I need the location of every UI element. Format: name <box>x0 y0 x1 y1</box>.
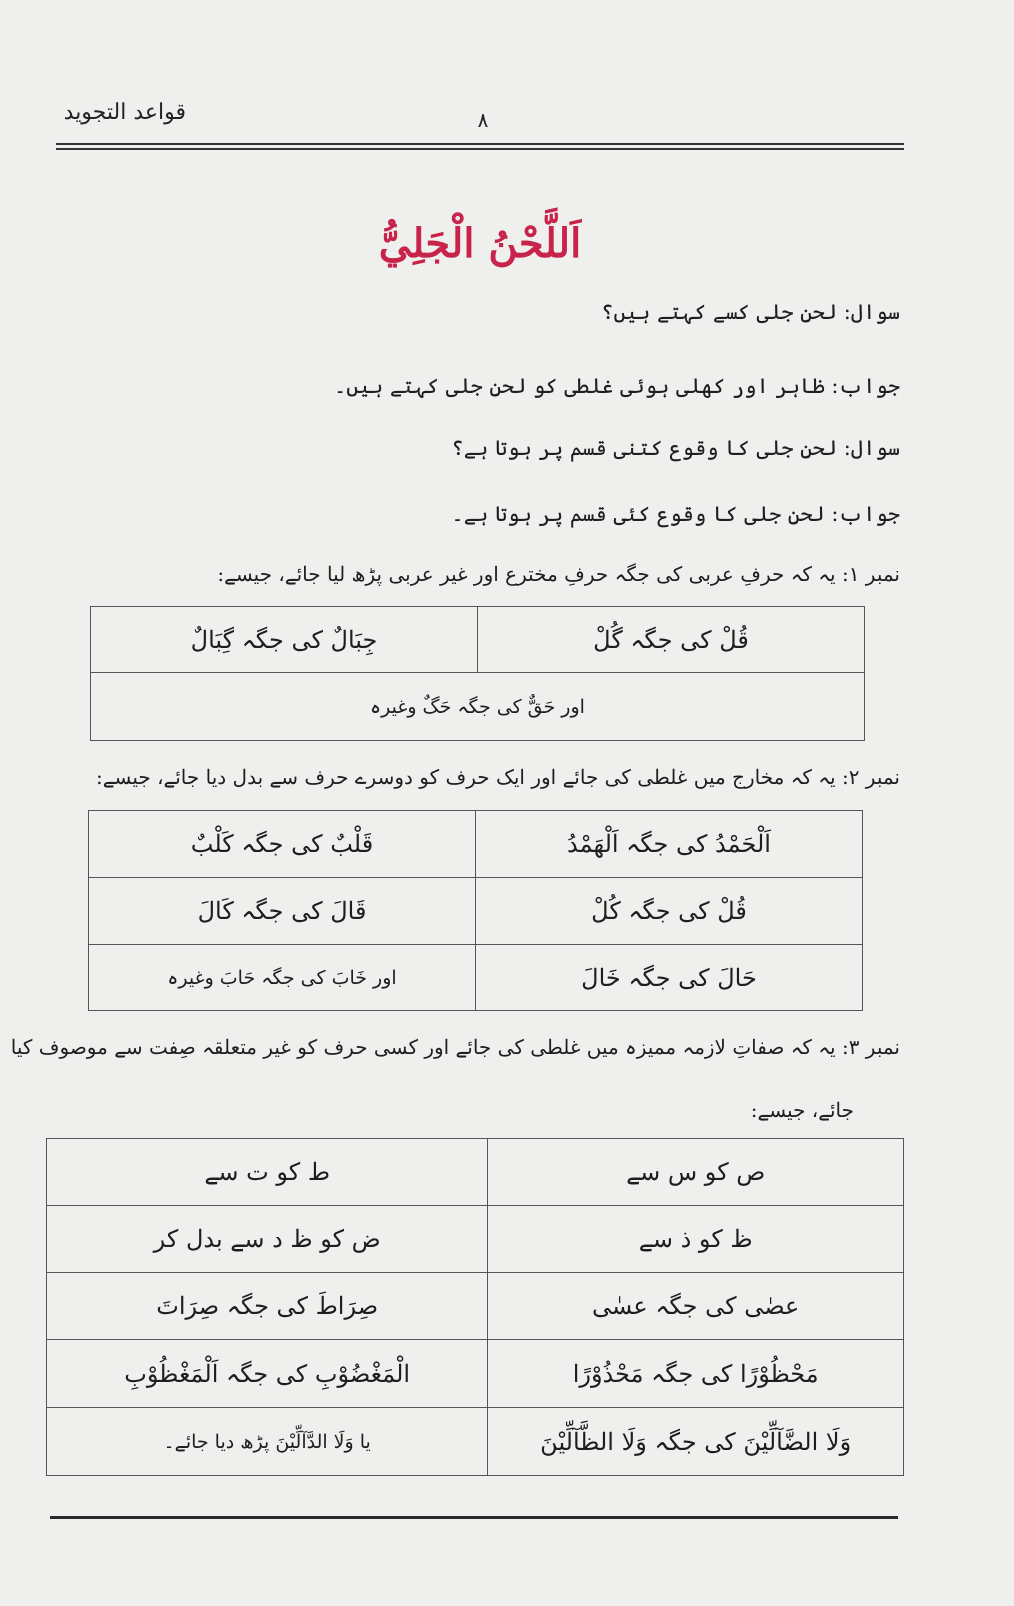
table-cell: الْمَغْضُوْبِ کی جگہ اَلْمَغْظُوْبِ <box>47 1340 488 1408</box>
table-cell: ض کو ظ د سے بدل کر <box>47 1206 488 1273</box>
footer-rule <box>50 1516 898 1519</box>
table-cell: قُلْ کی جگہ گُلْ <box>478 607 865 673</box>
section-3-intro-line-2: جائے، جیسے: <box>750 1098 854 1122</box>
table-row <box>91 607 865 673</box>
table-cell: صِرَاطَ کی جگہ صِرَاتَ <box>47 1273 488 1340</box>
table-cell: قَالَ کی جگہ کَالَ <box>89 878 476 945</box>
page-number: ۸ <box>477 108 489 132</box>
table-cell: قَلْبٌ کی جگہ کَلْبٌ <box>89 811 476 878</box>
section-1-table <box>90 606 865 741</box>
running-header-title: قواعد التجوید <box>63 100 186 125</box>
table-cell: حَالَ کی جگہ خَالَ <box>476 945 863 1011</box>
table-cell: یا وَلَا الدَّآلِّيْنَ پڑھ دیا جائے۔ <box>47 1408 488 1476</box>
section-3-intro-line-1: نمبر ۳: یہ کہ صفاتِ لازمہ ممیزہ میں غلطی کی جائے اور کسی حرف کو غیر متعلقہ صِفت سے موصوف کیا <box>10 1035 900 1059</box>
table-cell: قُلْ کی جگہ کُلْ <box>476 878 863 945</box>
table-cell: وَلَا الضَّآلِّيْنَ کی جگہ وَلَا الظَّآلِّيْنَ <box>488 1408 904 1476</box>
question-1: سوال: لحنِ جلی کسے کہتے ہیں؟ <box>601 300 900 324</box>
table-cell: اور حَقٌّ کی جگہ حَگٌ وغیرہ <box>91 673 865 741</box>
section-2-intro: نمبر ۲: یہ کہ مخارج میں غلطی کی جائے اور ایک حرف کو دوسرے حرف سے بدل دیا جائے، جیسے: <box>96 765 900 789</box>
table-cell: اَلْحَمْدُ کی جگہ اَلْهَمْدُ <box>476 811 863 878</box>
table-cell: ظ کو ذ سے <box>488 1206 904 1273</box>
table-cell: جِبَالٌ کی جگہ گِبَالٌ <box>91 607 478 673</box>
table-row <box>47 1273 904 1340</box>
section-1-intro: نمبر ۱: یہ کہ حرفِ عربی کی جگہ حرفِ مخترع اور غیر عربی پڑھ لیا جائے، جیسے: <box>217 562 900 586</box>
table-row <box>89 878 863 945</box>
table-cell: ص کو س سے <box>488 1139 904 1206</box>
table-cell: ط کو ت سے <box>47 1139 488 1206</box>
table-row <box>47 1206 904 1273</box>
page-title: اَللَّحْنُ الْجَلِيُّ <box>378 220 582 267</box>
header-rule-top <box>56 143 904 145</box>
table-cell: مَحْظُوْرًا کی جگہ مَحْذُوْرًا <box>488 1340 904 1408</box>
table-cell: عصٰی کی جگہ عسٰی <box>488 1273 904 1340</box>
table-row <box>89 811 863 878</box>
answer-1: جواب: ظاہر اور کھلی ہوئی غلطی کو لحنِ جلی کہتے ہیں۔ <box>333 374 900 398</box>
table-row <box>47 1408 904 1476</box>
table-row <box>47 1139 904 1206</box>
table-row <box>47 1340 904 1408</box>
section-3-table <box>46 1138 904 1476</box>
table-cell: اور خَابَ کی جگہ حَابَ وغیرہ <box>89 945 476 1011</box>
table-row <box>91 673 865 741</box>
answer-2: جواب: لحنِ جلی کا وقوع کئی قسم پر ہوتا ہے۔ <box>451 502 900 526</box>
header-rule-bottom <box>56 148 904 150</box>
table-row <box>89 945 863 1011</box>
section-2-table <box>88 810 863 1011</box>
question-2: سوال: لحنِ جلی کا وقوع کتنی قسم پر ہوتا ہے؟ <box>451 436 900 460</box>
